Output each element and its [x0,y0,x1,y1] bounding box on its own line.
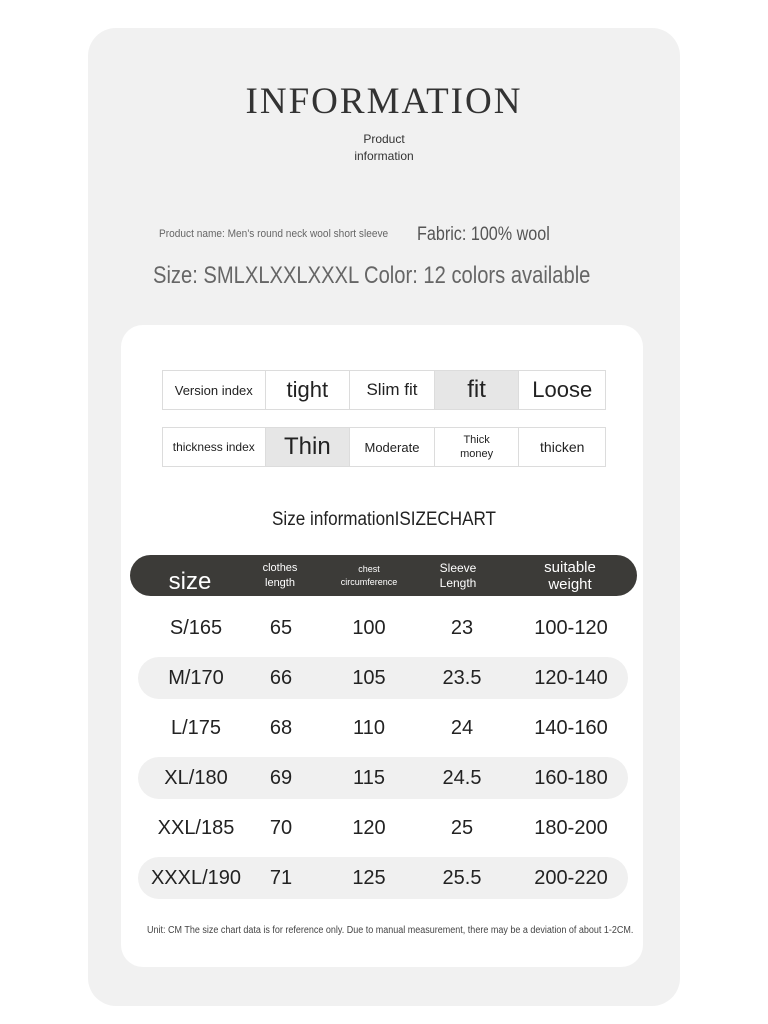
table-row [138,657,628,699]
version-option-fit: fit [435,371,520,409]
thickness-option-moderate: Moderate [350,428,435,466]
table-row [138,807,628,849]
cell-clothes-length: 68 [269,717,293,739]
cell-clothes-length: 69 [269,767,293,789]
table-row [138,607,628,649]
cell-weight: 180-200 [534,817,608,839]
cell-sleeve: 25.5 [442,867,482,889]
table-row [138,857,628,899]
cell-sleeve: 23 [450,617,474,639]
page-title: INFORMATION [245,81,523,122]
thickness-index-row [162,427,606,467]
cell-clothes-length: 65 [269,617,293,639]
cell-weight: 120-140 [534,667,608,689]
cell-sleeve: 24.5 [442,767,482,789]
thick-money-line-1: Thick [463,434,490,446]
header-size: size [168,567,212,595]
cell-chest: 120 [352,817,386,839]
subtitle-line-1: Product [363,132,405,146]
thickness-option-thick-money [435,428,520,466]
cell-weight: 100-120 [534,617,608,639]
header-clothes-length-line-1: clothes [262,561,298,574]
header-clothes-length [263,555,298,596]
thickness-option-thicken: thicken [540,439,585,455]
cell-chest: 105 [352,667,386,689]
cell-size: S/165 [169,617,223,639]
cell-sleeve: 25 [450,817,474,839]
cell-sleeve: 23.5 [442,667,482,689]
header-chest-line-1: chest [358,563,380,574]
cell-size: L/175 [170,717,222,739]
cell-size: XXL/185 [157,817,235,839]
page-subtitle [0,131,768,165]
cell-chest: 115 [353,767,385,789]
header-suitable-weight: suitable weight [544,558,596,593]
cell-chest: 125 [352,867,386,889]
size-chart-title: Size informationISIZECHART [272,509,496,530]
version-index-label: Version index [163,371,266,409]
thick-money-line-2: money [460,448,494,460]
cell-clothes-length: 70 [269,817,293,839]
cell-clothes-length: 71 [269,867,293,889]
measurement-note: Unit: CM The size chart data is for reference only. Due to manual measurement, there may be a deviation of about 1-2CM. [147,925,634,936]
size-chart-header [130,555,637,596]
header-sleeve-line-1: Sleeve [439,560,477,575]
header-chest-line-2: circumference [340,576,398,587]
cell-chest: 100 [352,617,386,639]
cell-clothes-length: 66 [269,667,293,689]
cell-size: XXXL/190 [150,867,242,889]
table-row [138,757,628,799]
version-option-slim-fit: Slim fit [350,371,435,409]
subtitle-line-2: information [354,149,414,163]
version-option-loose: Loose [532,377,593,402]
product-name: Product name: Men's round neck wool short sleeve [159,228,389,240]
table-row [138,707,628,749]
cell-size: M/170 [168,667,224,689]
cell-weight: 140-160 [534,717,608,739]
header-sleeve-length [440,555,477,596]
fabric-info: Fabric: 100% wool [417,224,550,245]
cell-chest: 110 [353,717,385,739]
header-clothes-length-line-2: length [265,576,295,589]
size-color-info: Size: SMLXLXXLXXXL Color: 12 colors available [153,262,591,289]
version-option-tight: tight [266,371,351,409]
cell-sleeve: 24 [450,717,474,739]
cell-size: XL/180 [164,767,228,789]
version-index-row [162,370,606,410]
thickness-option-thin: Thin [266,428,351,466]
cell-weight: 200-220 [534,867,608,889]
cell-weight: 160-180 [534,767,608,789]
header-sleeve-line-2: Length [439,575,477,590]
header-chest-circumference [341,555,398,596]
thickness-index-label: thickness index [163,428,266,466]
